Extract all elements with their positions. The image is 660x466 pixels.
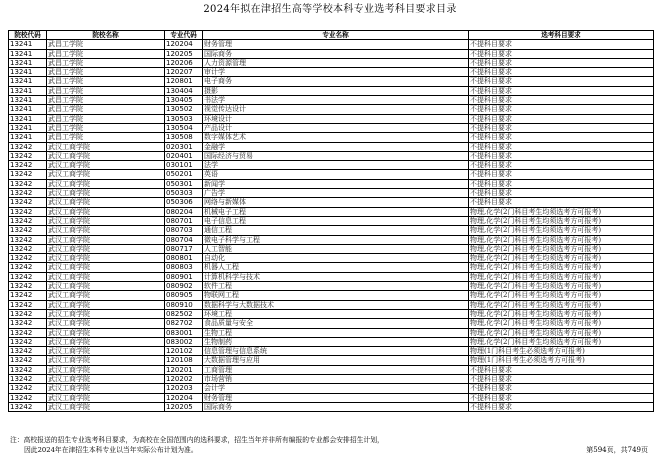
major-name-cell: 国际商务	[203, 49, 469, 58]
school-name-cell: 武昌工学院	[47, 58, 165, 67]
school-name-cell: 武昌工学院	[47, 68, 165, 77]
requirement-cell: 物理,化学(2门科目考生均须选考方可报考)	[469, 216, 654, 225]
major-code-cell: 050303	[165, 189, 203, 198]
major-code-cell: 130404	[165, 86, 203, 95]
school-name-cell: 武汉工商学院	[47, 170, 165, 179]
table-body	[9, 40, 654, 412]
school-name-cell: 武汉工商学院	[47, 161, 165, 170]
school-code-cell: 13242	[9, 365, 47, 374]
table-header-row	[9, 31, 654, 40]
column-header-subject-requirement: 选考科目要求	[469, 31, 654, 40]
school-code-cell: 13241	[9, 123, 47, 132]
column-header-school-code: 院校代码	[9, 31, 47, 40]
table-row	[9, 282, 654, 291]
major-name-cell: 电子商务	[203, 77, 469, 86]
major-name-cell: 新闻学	[203, 179, 469, 188]
major-name-cell: 人工智能	[203, 244, 469, 253]
table-row	[9, 216, 654, 225]
major-name-cell: 机械电子工程	[203, 207, 469, 216]
requirement-cell: 物理,化学(2门科目考生均须选考方可报考)	[469, 263, 654, 272]
school-name-cell: 武汉工商学院	[47, 291, 165, 300]
major-code-cell: 120205	[165, 49, 203, 58]
major-name-cell: 视觉传达设计	[203, 105, 469, 114]
school-name-cell: 武汉工商学院	[47, 356, 165, 365]
table-row	[9, 309, 654, 318]
major-code-cell: 130502	[165, 105, 203, 114]
requirement-cell: 不提科目要求	[469, 142, 654, 151]
major-code-cell: 080905	[165, 291, 203, 300]
major-name-cell: 电子信息工程	[203, 216, 469, 225]
requirement-cell: 物理(1门科目考生必须选考方可报考)	[469, 356, 654, 365]
requirement-cell: 不提科目要求	[469, 161, 654, 170]
school-code-cell: 13242	[9, 402, 47, 411]
major-name-cell: 生物工程	[203, 328, 469, 337]
table-row	[9, 133, 654, 142]
major-name-cell: 国际经济与贸易	[203, 151, 469, 160]
school-name-cell: 武汉工商学院	[47, 244, 165, 253]
requirement-cell: 物理,化学(2门科目考生均须选考方可报考)	[469, 319, 654, 328]
school-name-cell: 武汉工商学院	[47, 300, 165, 309]
table-row	[9, 254, 654, 263]
school-code-cell: 13242	[9, 384, 47, 393]
school-name-cell: 武汉工商学院	[47, 374, 165, 383]
requirement-cell: 不提科目要求	[469, 77, 654, 86]
school-name-cell: 武汉工商学院	[47, 384, 165, 393]
table-row	[9, 58, 654, 67]
major-code-cell: 120102	[165, 347, 203, 356]
school-code-cell: 13242	[9, 347, 47, 356]
major-code-cell: 080910	[165, 300, 203, 309]
table-row	[9, 40, 654, 49]
school-name-cell: 武昌工学院	[47, 133, 165, 142]
table-row	[9, 161, 654, 170]
requirement-cell: 不提科目要求	[469, 189, 654, 198]
major-name-cell: 物联网工程	[203, 291, 469, 300]
school-name-cell: 武汉工商学院	[47, 272, 165, 281]
school-name-cell: 武汉工商学院	[47, 189, 165, 198]
table-row	[9, 142, 654, 151]
table-row	[9, 384, 654, 393]
major-name-cell: 信息管理与信息系统	[203, 347, 469, 356]
column-header-major-code: 专业代码	[165, 31, 203, 40]
requirement-cell: 不提科目要求	[469, 151, 654, 160]
major-name-cell: 国际商务	[203, 402, 469, 411]
major-name-cell: 计算机科学与技术	[203, 272, 469, 281]
requirement-cell: 不提科目要求	[469, 40, 654, 49]
table-row	[9, 123, 654, 132]
major-name-cell: 审计学	[203, 68, 469, 77]
table-row	[9, 402, 654, 411]
major-code-cell: 130504	[165, 123, 203, 132]
major-name-cell: 英语	[203, 170, 469, 179]
major-code-cell: 080803	[165, 263, 203, 272]
requirement-cell: 物理,化学(2门科目考生均须选考方可报考)	[469, 328, 654, 337]
school-name-cell: 武昌工学院	[47, 114, 165, 123]
major-name-cell: 自动化	[203, 254, 469, 263]
major-code-cell: 120206	[165, 58, 203, 67]
table-row	[9, 244, 654, 253]
major-name-cell: 广告学	[203, 189, 469, 198]
major-code-cell: 083001	[165, 328, 203, 337]
table-row	[9, 170, 654, 179]
school-code-cell: 13242	[9, 254, 47, 263]
school-code-cell: 13242	[9, 319, 47, 328]
major-code-cell: 080801	[165, 254, 203, 263]
school-code-cell: 13242	[9, 226, 47, 235]
requirement-cell: 物理,化学(2门科目考生均须选考方可报考)	[469, 309, 654, 318]
table-row	[9, 114, 654, 123]
school-code-cell: 13242	[9, 282, 47, 291]
school-name-cell: 武汉工商学院	[47, 309, 165, 318]
table-row	[9, 272, 654, 281]
requirement-cell: 物理,化学(2门科目考生均须选考方可报考)	[469, 282, 654, 291]
major-name-cell: 工商管理	[203, 365, 469, 374]
school-name-cell: 武昌工学院	[47, 86, 165, 95]
school-code-cell: 13242	[9, 161, 47, 170]
school-code-cell: 13242	[9, 207, 47, 216]
requirement-cell: 不提科目要求	[469, 179, 654, 188]
table-row	[9, 49, 654, 58]
school-code-cell: 13241	[9, 105, 47, 114]
school-code-cell: 13241	[9, 86, 47, 95]
major-code-cell: 120204	[165, 40, 203, 49]
table-row	[9, 328, 654, 337]
school-code-cell: 13242	[9, 393, 47, 402]
table-row	[9, 207, 654, 216]
table-row	[9, 300, 654, 309]
requirements-table	[8, 30, 654, 412]
requirement-cell: 不提科目要求	[469, 123, 654, 132]
school-code-cell: 13242	[9, 300, 47, 309]
major-code-cell: 120201	[165, 365, 203, 374]
major-name-cell: 生物制药	[203, 337, 469, 346]
school-code-cell: 13242	[9, 179, 47, 188]
school-code-cell: 13242	[9, 356, 47, 365]
school-code-cell: 13241	[9, 40, 47, 49]
school-name-cell: 武昌工学院	[47, 40, 165, 49]
table-row	[9, 68, 654, 77]
major-name-cell: 人力资源管理	[203, 58, 469, 67]
table-row	[9, 105, 654, 114]
major-name-cell: 法学	[203, 161, 469, 170]
school-code-cell: 13242	[9, 374, 47, 383]
school-name-cell: 武汉工商学院	[47, 207, 165, 216]
school-code-cell: 13241	[9, 58, 47, 67]
table-row	[9, 356, 654, 365]
page-counter: 第594页，共749页	[586, 446, 648, 454]
school-code-cell: 13242	[9, 337, 47, 346]
major-name-cell: 微电子科学与工程	[203, 235, 469, 244]
requirement-cell: 不提科目要求	[469, 114, 654, 123]
table-row	[9, 189, 654, 198]
school-name-cell: 武汉工商学院	[47, 347, 165, 356]
school-code-cell: 13241	[9, 68, 47, 77]
major-code-cell: 120205	[165, 402, 203, 411]
major-name-cell: 机器人工程	[203, 263, 469, 272]
requirement-cell: 物理(1门科目考生必须选考方可报考)	[469, 347, 654, 356]
school-name-cell: 武汉工商学院	[47, 402, 165, 411]
major-code-cell: 050201	[165, 170, 203, 179]
requirement-cell: 物理,化学(2门科目考生均须选考方可报考)	[469, 207, 654, 216]
school-code-cell: 13241	[9, 96, 47, 105]
major-code-cell: 120203	[165, 384, 203, 393]
major-code-cell: 080704	[165, 235, 203, 244]
table-row	[9, 337, 654, 346]
school-name-cell: 武汉工商学院	[47, 235, 165, 244]
school-name-cell: 武汉工商学院	[47, 319, 165, 328]
major-code-cell: 050306	[165, 198, 203, 207]
major-code-cell: 020401	[165, 151, 203, 160]
requirement-cell: 物理,化学(2门科目考生均须选考方可报考)	[469, 291, 654, 300]
column-header-major-name: 专业名称	[203, 31, 469, 40]
footnote-line-2: 因此2024年在津招生本科专业以当年实际公布计划为准。	[24, 446, 198, 454]
major-name-cell: 会计学	[203, 384, 469, 393]
major-code-cell: 020301	[165, 142, 203, 151]
major-code-cell: 130405	[165, 96, 203, 105]
major-code-cell: 080901	[165, 272, 203, 281]
major-code-cell: 120202	[165, 374, 203, 383]
major-code-cell: 080717	[165, 244, 203, 253]
school-name-cell: 武汉工商学院	[47, 179, 165, 188]
school-name-cell: 武汉工商学院	[47, 263, 165, 272]
major-name-cell: 数据科学与大数据技术	[203, 300, 469, 309]
requirement-cell: 不提科目要求	[469, 58, 654, 67]
requirement-cell: 物理,化学(2门科目考生均须选考方可报考)	[469, 337, 654, 346]
school-name-cell: 武汉工商学院	[47, 337, 165, 346]
major-name-cell: 数字媒体艺术	[203, 133, 469, 142]
school-code-cell: 13242	[9, 151, 47, 160]
major-code-cell: 130508	[165, 133, 203, 142]
major-name-cell: 摄影	[203, 86, 469, 95]
major-code-cell: 120801	[165, 77, 203, 86]
major-name-cell: 大数据管理与应用	[203, 356, 469, 365]
major-code-cell: 080902	[165, 282, 203, 291]
major-name-cell: 财务管理	[203, 393, 469, 402]
table-row	[9, 86, 654, 95]
requirement-cell: 不提科目要求	[469, 96, 654, 105]
major-code-cell: 120108	[165, 356, 203, 365]
major-name-cell: 网络与新媒体	[203, 198, 469, 207]
major-name-cell: 书法学	[203, 96, 469, 105]
school-code-cell: 13242	[9, 328, 47, 337]
school-code-cell: 13241	[9, 77, 47, 86]
table-row	[9, 96, 654, 105]
table-row	[9, 374, 654, 383]
requirement-cell: 不提科目要求	[469, 402, 654, 411]
school-code-cell: 13241	[9, 114, 47, 123]
school-code-cell: 13242	[9, 170, 47, 179]
requirement-cell: 物理,化学(2门科目考生均须选考方可报考)	[469, 235, 654, 244]
table-row	[9, 151, 654, 160]
requirement-cell: 不提科目要求	[469, 68, 654, 77]
school-name-cell: 武昌工学院	[47, 49, 165, 58]
requirement-cell: 物理,化学(2门科目考生均须选考方可报考)	[469, 244, 654, 253]
table-row	[9, 226, 654, 235]
major-name-cell: 金融学	[203, 142, 469, 151]
requirement-cell: 物理,化学(2门科目考生均须选考方可报考)	[469, 226, 654, 235]
school-code-cell: 13242	[9, 309, 47, 318]
requirement-cell: 不提科目要求	[469, 133, 654, 142]
major-code-cell: 080703	[165, 226, 203, 235]
school-name-cell: 武汉工商学院	[47, 198, 165, 207]
school-name-cell: 武汉工商学院	[47, 254, 165, 263]
major-name-cell: 财务管理	[203, 40, 469, 49]
school-name-cell: 武汉工商学院	[47, 393, 165, 402]
table-row	[9, 319, 654, 328]
major-name-cell: 食品质量与安全	[203, 319, 469, 328]
school-name-cell: 武昌工学院	[47, 77, 165, 86]
requirement-cell: 不提科目要求	[469, 393, 654, 402]
school-code-cell: 13242	[9, 291, 47, 300]
school-code-cell: 13242	[9, 189, 47, 198]
school-name-cell: 武汉工商学院	[47, 226, 165, 235]
school-name-cell: 武昌工学院	[47, 123, 165, 132]
school-name-cell: 武汉工商学院	[47, 142, 165, 151]
major-code-cell: 082702	[165, 319, 203, 328]
table-row	[9, 291, 654, 300]
column-header-school-name: 院校名称	[47, 31, 165, 40]
major-name-cell: 软件工程	[203, 282, 469, 291]
school-code-cell: 13242	[9, 235, 47, 244]
requirement-cell: 不提科目要求	[469, 105, 654, 114]
table-row	[9, 347, 654, 356]
requirement-cell: 不提科目要求	[469, 49, 654, 58]
school-code-cell: 13242	[9, 272, 47, 281]
major-code-cell: 082502	[165, 309, 203, 318]
page-title: 2024年拟在津招生高等学校本科专业选考科目要求目录	[203, 4, 457, 15]
table-row	[9, 198, 654, 207]
footnote-line-1: 注：高校报送的招生专业选考科目要求，为高校在全国范围内的选科要求，招生当年并非所有编报的专业都会安排招生计划，	[10, 436, 384, 444]
school-code-cell: 13242	[9, 142, 47, 151]
requirement-cell: 不提科目要求	[469, 384, 654, 393]
major-code-cell: 083002	[165, 337, 203, 346]
school-code-cell: 13242	[9, 198, 47, 207]
table-row	[9, 365, 654, 374]
requirement-cell: 不提科目要求	[469, 198, 654, 207]
major-code-cell: 080701	[165, 216, 203, 225]
requirement-cell: 不提科目要求	[469, 170, 654, 179]
major-code-cell: 130503	[165, 114, 203, 123]
major-name-cell: 市场营销	[203, 374, 469, 383]
requirement-cell: 不提科目要求	[469, 86, 654, 95]
school-name-cell: 武昌工学院	[47, 105, 165, 114]
major-name-cell: 环境工程	[203, 309, 469, 318]
requirement-cell: 物理,化学(2门科目考生均须选考方可报考)	[469, 272, 654, 281]
school-name-cell: 武汉工商学院	[47, 365, 165, 374]
major-code-cell: 080204	[165, 207, 203, 216]
major-code-cell: 120207	[165, 68, 203, 77]
table-row	[9, 235, 654, 244]
school-code-cell: 13242	[9, 244, 47, 253]
school-name-cell: 武汉工商学院	[47, 151, 165, 160]
major-code-cell: 030101	[165, 161, 203, 170]
school-code-cell: 13241	[9, 133, 47, 142]
requirement-cell: 不提科目要求	[469, 365, 654, 374]
school-name-cell: 武汉工商学院	[47, 328, 165, 337]
major-name-cell: 通信工程	[203, 226, 469, 235]
table-row	[9, 263, 654, 272]
school-name-cell: 武昌工学院	[47, 96, 165, 105]
major-name-cell: 环境设计	[203, 114, 469, 123]
requirement-cell: 物理,化学(2门科目考生均须选考方可报考)	[469, 300, 654, 309]
major-name-cell: 产品设计	[203, 123, 469, 132]
requirement-cell: 物理,化学(2门科目考生均须选考方可报考)	[469, 254, 654, 263]
school-code-cell: 13242	[9, 263, 47, 272]
table-row	[9, 393, 654, 402]
major-code-cell: 050301	[165, 179, 203, 188]
school-name-cell: 武汉工商学院	[47, 282, 165, 291]
table-row	[9, 179, 654, 188]
school-code-cell: 13242	[9, 216, 47, 225]
table-row	[9, 77, 654, 86]
school-code-cell: 13241	[9, 49, 47, 58]
major-code-cell: 120204	[165, 393, 203, 402]
school-name-cell: 武汉工商学院	[47, 216, 165, 225]
requirement-cell: 不提科目要求	[469, 374, 654, 383]
